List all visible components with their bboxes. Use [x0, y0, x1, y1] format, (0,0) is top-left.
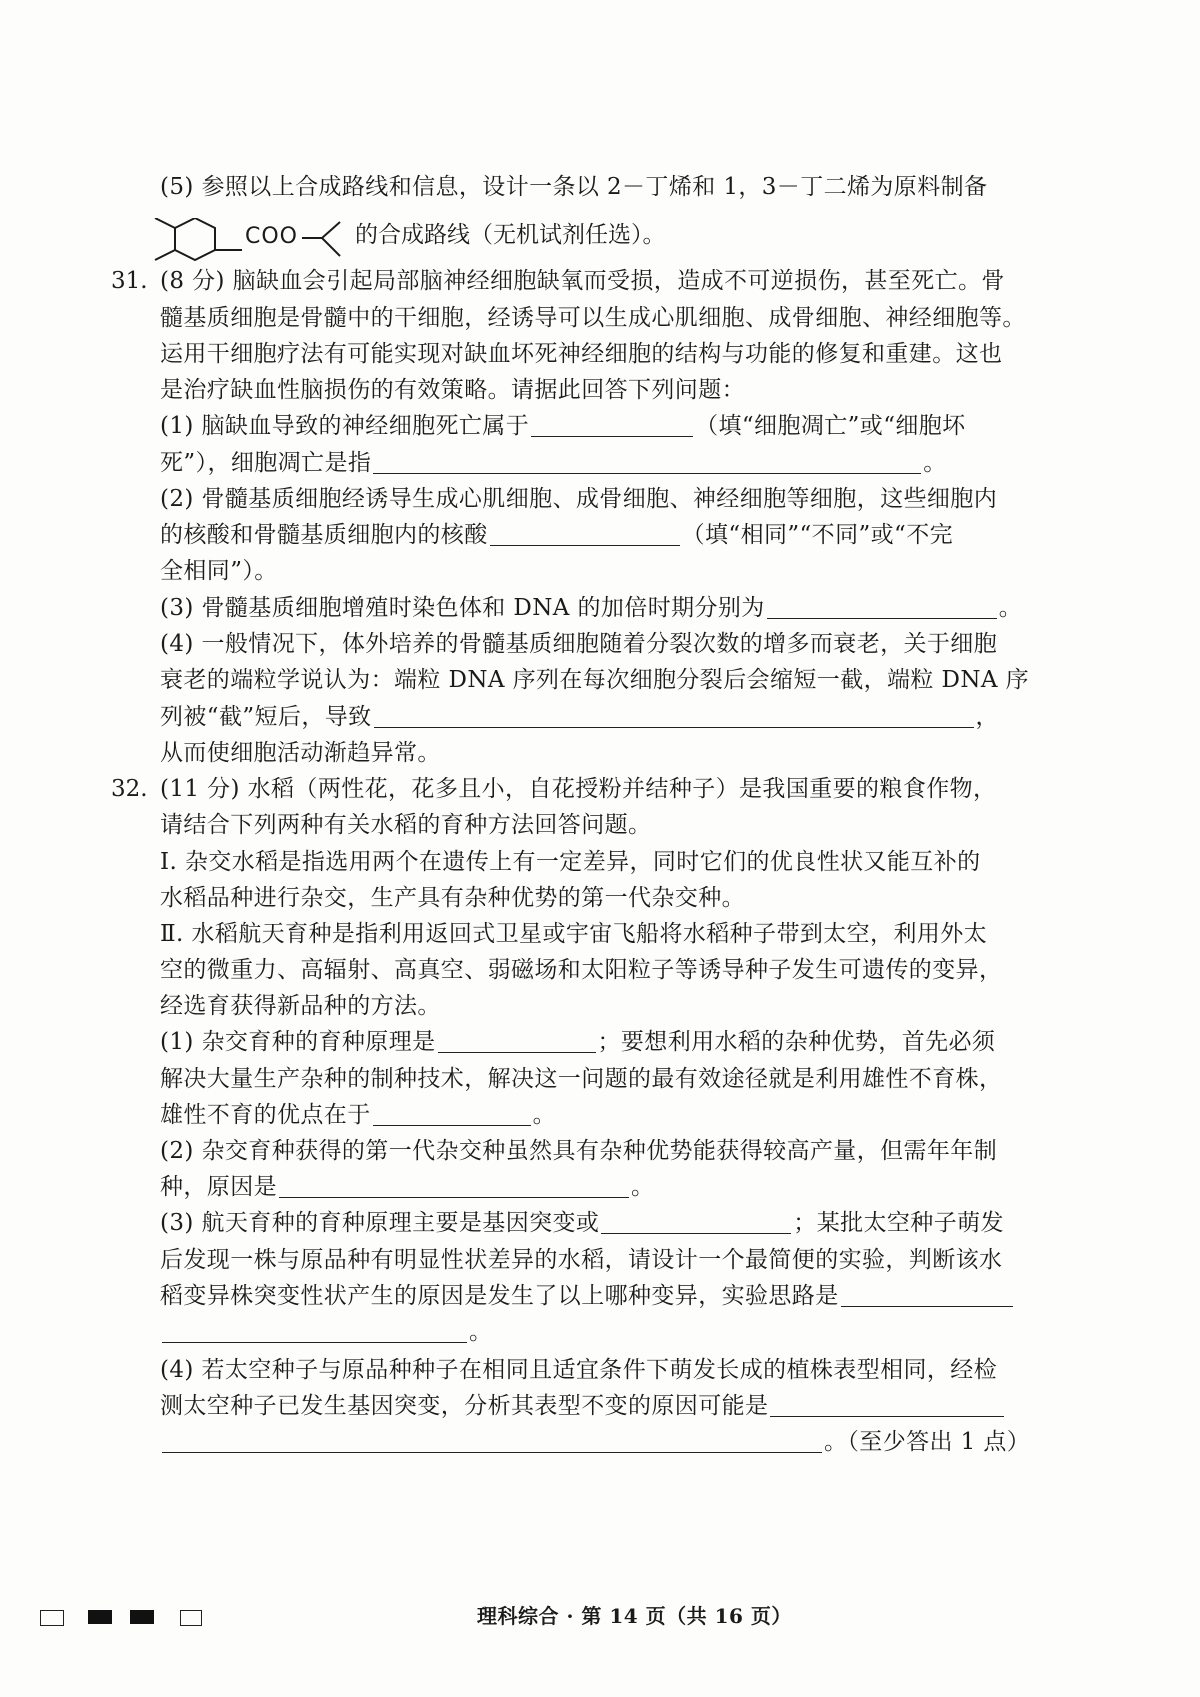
q32-part4-line1: (4) 若太空种子与原品种种子在相同且适宜条件下萌发长成的植株表型相同，经检: [160, 1357, 998, 1383]
q31-part2-line2: 的核酸和骨髓基质细胞内的核酸 （填“相同”“不同”或“不完: [160, 522, 954, 548]
q31-part4-line2: 衰老的端粒学说认为：端粒 DNA 序列在每次细胞分裂后会缩短一截，端粒 DNA 序: [160, 667, 1029, 693]
answer-blank[interactable]: [438, 1030, 596, 1053]
q31-part3-line1: (3) 骨髓基质细胞增殖时染色体和 DNA 的加倍时期分别为 。: [160, 595, 1023, 621]
scan-mark-hollow-icon: [180, 1610, 202, 1626]
answer-blank[interactable]: [601, 1211, 791, 1234]
answer-blank[interactable]: [374, 705, 974, 728]
q32-intro-line2: 请结合下列两种有关水稻的育种方法回答问题。: [160, 812, 652, 838]
q32-intro-line1: (11 分) 水稻（两性花，花多且小，自花授粉并结种子）是我国重要的粮食作物，: [160, 776, 997, 802]
answer-blank[interactable]: [373, 1103, 531, 1126]
page-footer: [0, 1596, 1200, 1636]
q30-part5-line1: (5) 参照以上合成路线和信息，设计一条以 2－丁烯和 1，3－丁二烯为原料制备: [160, 174, 988, 200]
q32-part1-line2: 解决大量生产杂种的制种技术，解决这一问题的最有效途径就是利用雄性不育株，: [160, 1066, 1003, 1092]
q32-part4-line2: 测太空种子已发生基因突变，分析其表型不变的原因可能是: [160, 1391, 1006, 1421]
q32-method2-line2: 空的微重力、高辐射、高真空、弱磁场和太阳粒子等诱导种子发生可遗传的变异，: [160, 957, 1003, 983]
q31-number: 31.: [111, 268, 148, 294]
answer-blank[interactable]: [841, 1284, 1013, 1307]
q31-part4-line3: 列被“截”短后，导致 ，: [160, 704, 999, 730]
q32-method2-line3: 经选育获得新品种的方法。: [160, 993, 441, 1019]
coo-group-label: COO: [245, 224, 298, 249]
answer-blank[interactable]: [770, 1394, 1004, 1417]
scan-mark-solid-icon: [130, 1610, 154, 1624]
q32-part3-line1: (3) 航天育种的育种原理主要是基因突变或 ；某批太空种子萌发: [160, 1210, 1004, 1236]
q30-part5-line2-tail: 的合成路线（无机试剂任选）。: [355, 222, 666, 248]
answer-blank[interactable]: [162, 1430, 822, 1453]
q31-stem-line: (8 分) 脑缺血会引起局部脑神经细胞缺氧而受损，造成不可逆损伤，甚至死亡。骨: [160, 268, 1005, 294]
q31-stem-line: 髓基质细胞是骨髓中的干细胞，经诱导可以生成心肌细胞、成骨细胞、神经细胞等。: [160, 305, 1026, 331]
q32-part2-line2: 种，原因是 。: [160, 1174, 655, 1200]
q31-part4-line4: 从而使细胞活动渐趋异常。: [160, 740, 441, 766]
answer-blank[interactable]: [373, 451, 921, 474]
answer-blank[interactable]: [162, 1320, 467, 1343]
answer-blank[interactable]: [490, 523, 680, 546]
q31-part1-line1: (1) 脑缺血导致的神经细胞死亡属于 （填“细胞凋亡”或“细胞坏: [160, 413, 966, 439]
answer-blank[interactable]: [279, 1175, 629, 1198]
q31-part4-line1: (4) 一般情况下，体外培养的骨髓基质细胞随着分裂次数的增多而衰老，关于细胞: [160, 631, 998, 657]
q32-part4-line3: 。（至少答出 1 点）: [160, 1427, 1030, 1457]
q31-part1-line2: 死”），细胞凋亡是指 。: [160, 450, 947, 476]
answer-blank[interactable]: [531, 414, 693, 437]
q32-part3-line3: 稻变异株突变性状产生的原因是发生了以上哪种变异，实验思路是: [160, 1281, 1015, 1311]
q31-part2-line1: (2) 骨髓基质细胞经诱导生成心肌细胞、成骨细胞、神经细胞等细胞，这些细胞内: [160, 486, 998, 512]
q32-method2-line1: Ⅱ. 水稻航天育种是指利用返回式卫星或宇宙飞船将水稻种子带到太空，利用外太: [160, 921, 988, 947]
q32-part1-line1: (1) 杂交育种的育种原理是 ；要想利用水稻的杂种优势，首先必须: [160, 1029, 996, 1055]
q32-method1-line1: Ⅰ. 杂交水稻是指选用两个在遗传上有一定差异，同时它们的优良性状又能互补的: [160, 849, 981, 875]
q32-part1-line3: 雄性不育的优点在于 。: [160, 1102, 557, 1128]
page-number-label: 理科综合 · 第 14 页（共 16 页）: [477, 1604, 792, 1628]
q31-part2-line3: 全相同”）。: [160, 558, 278, 584]
scan-mark-solid-icon: [88, 1610, 112, 1624]
q32-method1-line2: 水稻品种进行杂交，生产具有杂种优势的第一代杂交种。: [160, 885, 745, 911]
q32-number: 32.: [111, 776, 148, 802]
scan-mark-hollow-icon: [40, 1610, 64, 1626]
answer-blank[interactable]: [767, 596, 997, 619]
q32-part3-line4: 。: [160, 1317, 492, 1347]
q31-stem-line: 运用干细胞疗法有可能实现对缺血坏死神经细胞的结构与功能的修复和重建。这也: [160, 341, 1003, 367]
q32-part2-line1: (2) 杂交育种获得的第一代杂交种虽然具有杂种优势能获得较高产量，但需年年制: [160, 1138, 998, 1164]
q32-part3-line2: 后发现一株与原品种有明显性状差异的水稻，请设计一个最简便的实验，判断该水: [160, 1247, 1003, 1273]
q31-stem-line: 是治疗缺血性脑损伤的有效策略。请据此回答下列问题：: [160, 377, 745, 403]
